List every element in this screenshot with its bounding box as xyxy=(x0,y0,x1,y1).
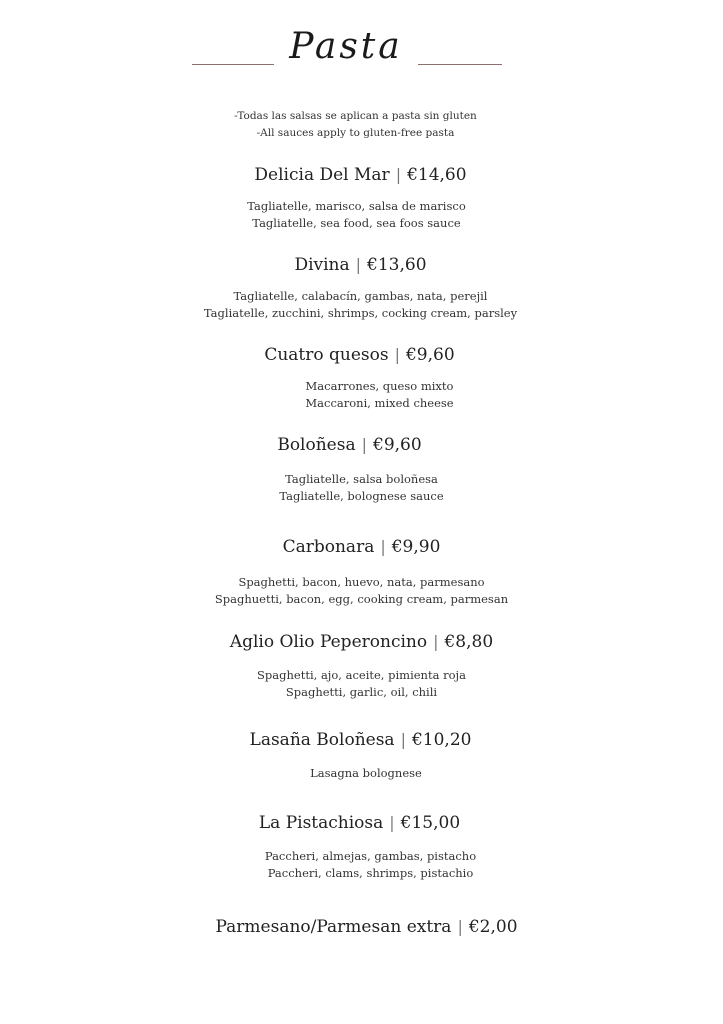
dish-title xyxy=(0,344,723,366)
dish-item xyxy=(0,812,723,881)
dish-title xyxy=(0,812,723,834)
dish-item xyxy=(0,434,723,504)
dish-item xyxy=(0,631,723,700)
price-separator: | xyxy=(433,632,439,651)
gluten-note-es: -Todas las salsas se aplican a pasta sin gluten xyxy=(234,110,477,122)
dish-name: Aglio Olio Peperoncino xyxy=(229,632,428,652)
section-title: Pasta xyxy=(289,26,403,67)
price-separator: | xyxy=(457,917,463,936)
dish-price: €13,60 xyxy=(367,255,427,275)
dish-item xyxy=(0,344,723,411)
price-separator: | xyxy=(400,730,406,749)
dish-name: Divina xyxy=(294,255,350,275)
dish-price: €9,90 xyxy=(391,537,441,557)
price-separator: | xyxy=(394,345,400,364)
dish-price: €2,00 xyxy=(468,917,518,937)
dish-name: La Pistachiosa xyxy=(258,813,384,833)
dish-description-en: Tagliatelle, zucchini, shrimps, cocking cream, parsley xyxy=(203,305,518,320)
price-separator: | xyxy=(389,813,395,832)
left-divider xyxy=(192,64,274,65)
dish-item xyxy=(0,916,723,938)
dish-description-en: Tagliatelle, bolognese sauce xyxy=(279,488,444,503)
dish-name: Lasaña Boloñesa xyxy=(249,730,395,750)
menu-header xyxy=(0,24,723,94)
dish-description-en: Spaghetti, garlic, oil, chili xyxy=(285,684,438,699)
gluten-note-en: -All sauces apply to gluten-free pasta xyxy=(256,127,455,139)
dish-name: Cuatro quesos xyxy=(264,345,389,365)
dish-description-en: Paccheri, clams, shrimps, pistachio xyxy=(267,865,474,880)
dish-name: Delicia Del Mar xyxy=(254,165,390,185)
dish-price: €8,80 xyxy=(444,632,494,652)
dish-item xyxy=(0,254,723,321)
dish-description-en: Maccaroni, mixed cheese xyxy=(305,395,454,410)
dish-description-es: Tagliatelle, salsa boloñesa xyxy=(285,472,438,486)
dish-title xyxy=(0,164,723,186)
dish-name: Parmesano/Parmesan extra xyxy=(215,917,452,937)
price-separator: | xyxy=(361,435,367,454)
dish-price: €10,20 xyxy=(411,730,472,750)
dish-item xyxy=(0,164,723,231)
dish-name: Boloñesa xyxy=(277,435,356,455)
dish-description-es: Paccheri, almejas, gambas, pistacho xyxy=(264,849,477,863)
dish-title xyxy=(0,631,723,653)
dish-title xyxy=(0,536,723,558)
dish-title xyxy=(0,434,723,456)
dish-price: €9,60 xyxy=(373,435,422,455)
price-separator: | xyxy=(355,255,362,274)
dish-title xyxy=(10,916,723,938)
dish-description-es: Lasagna bolognese xyxy=(310,766,422,780)
dish-price: €15,00 xyxy=(400,813,461,833)
dish-price: €14,60 xyxy=(407,165,467,185)
dish-title xyxy=(0,254,723,276)
dish-item xyxy=(0,536,723,607)
dish-description-es: Spaghetti, bacon, huevo, nata, parmesano xyxy=(238,575,485,589)
dish-description-es: Tagliatelle, marisco, salsa de marisco xyxy=(247,199,466,213)
price-separator: | xyxy=(380,537,386,556)
right-divider xyxy=(418,64,502,65)
dish-title xyxy=(0,729,723,751)
dish-item xyxy=(0,729,723,782)
dish-description-en: Tagliatelle, sea food, sea foos sauce xyxy=(252,215,461,230)
price-separator: | xyxy=(395,165,402,184)
dish-description-es: Tagliatelle, calabacín, gambas, nata, perejil xyxy=(233,289,488,303)
dish-description-es: Macarrones, queso mixto xyxy=(305,379,454,393)
dish-description-en: Spaghuetti, bacon, egg, cooking cream, parmesan xyxy=(214,591,509,606)
dish-description-es: Spaghetti, ajo, aceite, pimienta roja xyxy=(257,668,466,682)
dish-name: Carbonara xyxy=(282,537,375,557)
dish-price: €9,60 xyxy=(405,345,455,365)
